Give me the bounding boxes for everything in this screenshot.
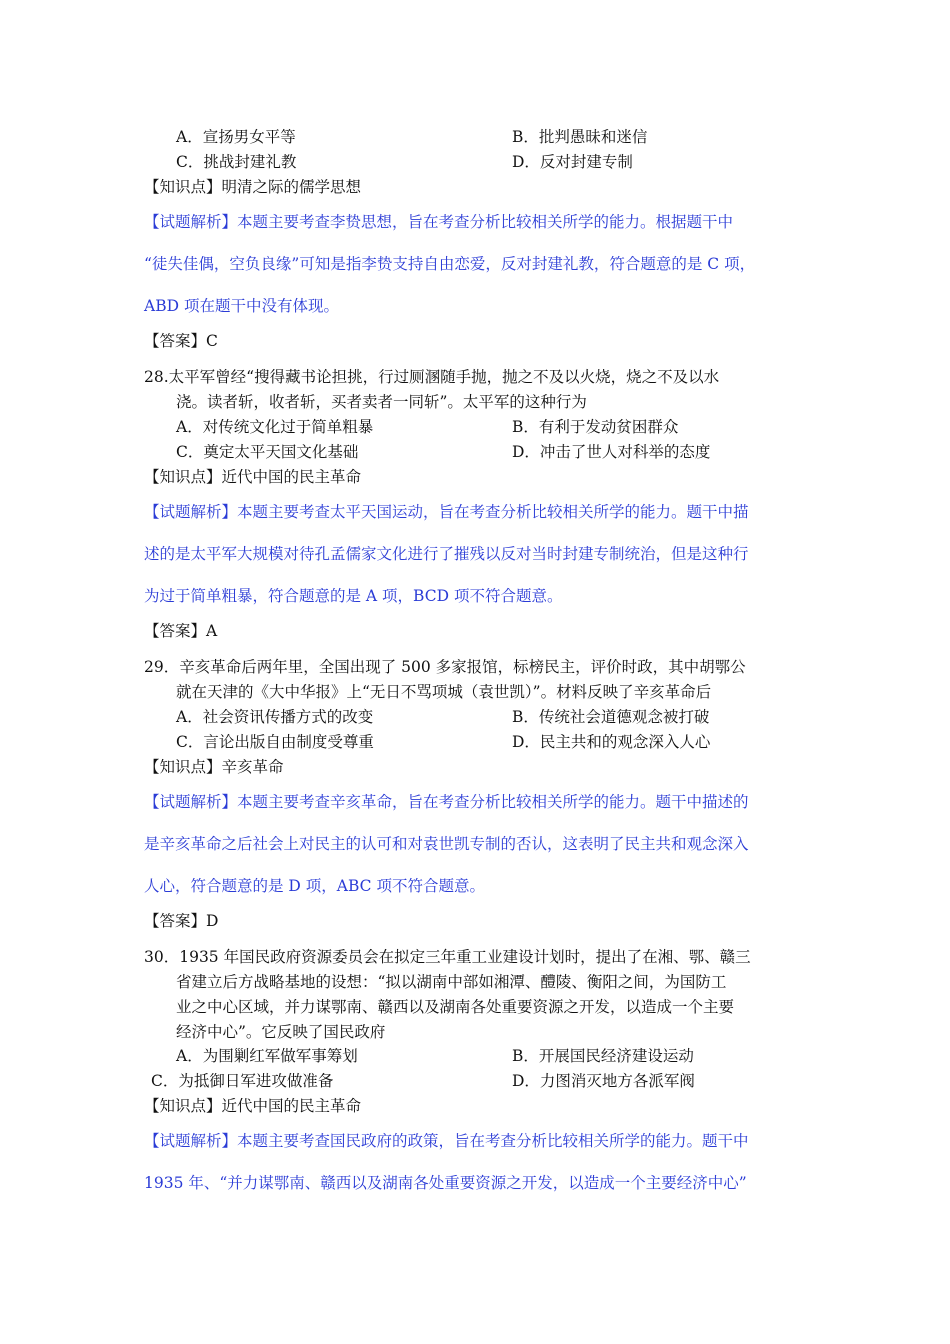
q28-analysis-line-1: 【试题解析】本题主要考查太平天国运动，旨在考查分析比较相关所学的能力。题干中描 (144, 503, 749, 521)
q29-option-d: D．民主共和的观念深入人心 (512, 733, 711, 751)
q29-knowledge-point: 【知识点】辛亥革命 (144, 758, 284, 776)
q30-stem-line-1: 30．1935 年国民政府资源委员会在拟定三年重工业建设计划时，提出了在湘、鄂、赣三 (144, 948, 751, 966)
q29-answer: 【答案】D (144, 912, 219, 930)
q27-option-b: B．批判愚昧和迷信 (512, 128, 648, 146)
q29-analysis-line-2: 是辛亥革命之后社会上对民主的认可和对袁世凯专制的否认，这表明了民主共和观念深入 (144, 835, 749, 853)
q28-stem-line-2: 浇。读者斩，收者斩，买者卖者一同斩”。太平军的这种行为 (176, 393, 587, 411)
q28-option-a: A．对传统文化过于简单粗暴 (176, 418, 374, 436)
q28-stem-line-1: 28.太平军曾经“搜得藏书论担挑，行过厕溷随手抛，抛之不及以火烧，烧之不及以水 (144, 368, 720, 386)
q29-analysis-line-1: 【试题解析】本题主要考查辛亥革命，旨在考查分析比较相关所学的能力。题干中描述的 (144, 793, 749, 811)
q30-option-a: A．为围剿红军做军事筹划 (176, 1047, 358, 1065)
q30-stem-line-3: 业之中心区域，并力谋鄂南、赣西以及湖南各处重要资源之开发，以造成一个主要 (176, 998, 735, 1016)
q30-stem-line-2: 省建立后方战略基地的设想：“拟以湖南中部如湘潭、醴陵、衡阳之间，为国防工 (176, 973, 727, 991)
q27-option-c: C．挑战封建礼教 (176, 153, 297, 171)
q27-analysis-line-1: 【试题解析】本题主要考查李贽思想，旨在考查分析比较相关所学的能力。根据题干中 (144, 213, 734, 231)
q29-stem-line-1: 29．辛亥革命后两年里，全国出现了 500 多家报馆，标榜民主，评价时政，其中胡鄂公 (144, 658, 746, 676)
q27-option-d: D．反对封建专制 (512, 153, 633, 171)
q29-option-b: B．传统社会道德观念被打破 (512, 708, 710, 726)
q30-knowledge-point: 【知识点】近代中国的民主革命 (144, 1097, 362, 1115)
q28-knowledge-point: 【知识点】近代中国的民主革命 (144, 468, 362, 486)
q30-stem-line-4: 经济中心”。它反映了国民政府 (176, 1023, 386, 1041)
q28-option-d: D．冲击了世人对科举的态度 (512, 443, 711, 461)
q27-analysis-line-2: “徒失佳偶，空负良缘”可知是指李贽支持自由恋爱，反对封建礼教，符合题意的是 C 项， (144, 255, 756, 273)
q29-option-a: A．社会资讯传播方式的改变 (176, 708, 374, 726)
q29-analysis-line-3: 人心，符合题意的是 D 项，ABC 项不符合题意。 (144, 877, 485, 895)
q28-option-c: C．奠定太平天国文化基础 (176, 443, 359, 461)
q27-knowledge-point: 【知识点】明清之际的儒学思想 (144, 178, 362, 196)
q29-option-c: C．言论出版自由制度受尊重 (176, 733, 374, 751)
q28-analysis-line-3: 为过于简单粗暴，符合题意的是 A 项，BCD 项不符合题意。 (144, 587, 563, 605)
q29-stem-line-2: 就在天津的《大中华报》上“无日不骂项城（袁世凯）”。材料反映了辛亥革命后 (176, 683, 712, 701)
q30-option-d: D．力图消灭地方各派军阀 (512, 1072, 695, 1090)
q30-option-b: B．开展国民经济建设运动 (512, 1047, 694, 1065)
q27-option-a: A．宣扬男女平等 (176, 128, 296, 146)
q28-option-b: B．有利于发动贫困群众 (512, 418, 679, 436)
q30-option-c: C．为抵御日军进攻做准备 (151, 1072, 334, 1090)
q30-analysis-line-1: 【试题解析】本题主要考查国民政府的政策，旨在考查分析比较相关所学的能力。题干中 (144, 1132, 749, 1150)
q30-analysis-line-2: 1935 年、“并力谋鄂南、赣西以及湖南各处重要资源之开发，以造成一个主要经济中心” (144, 1174, 747, 1192)
q27-analysis-line-3: ABD 项在题干中没有体现。 (144, 297, 339, 315)
q28-answer: 【答案】A (144, 622, 218, 640)
q27-answer: 【答案】C (144, 332, 218, 350)
q28-analysis-line-2: 述的是太平军大规模对待孔孟儒家文化进行了摧残以反对当时封建专制统治，但是这种行 (144, 545, 749, 563)
